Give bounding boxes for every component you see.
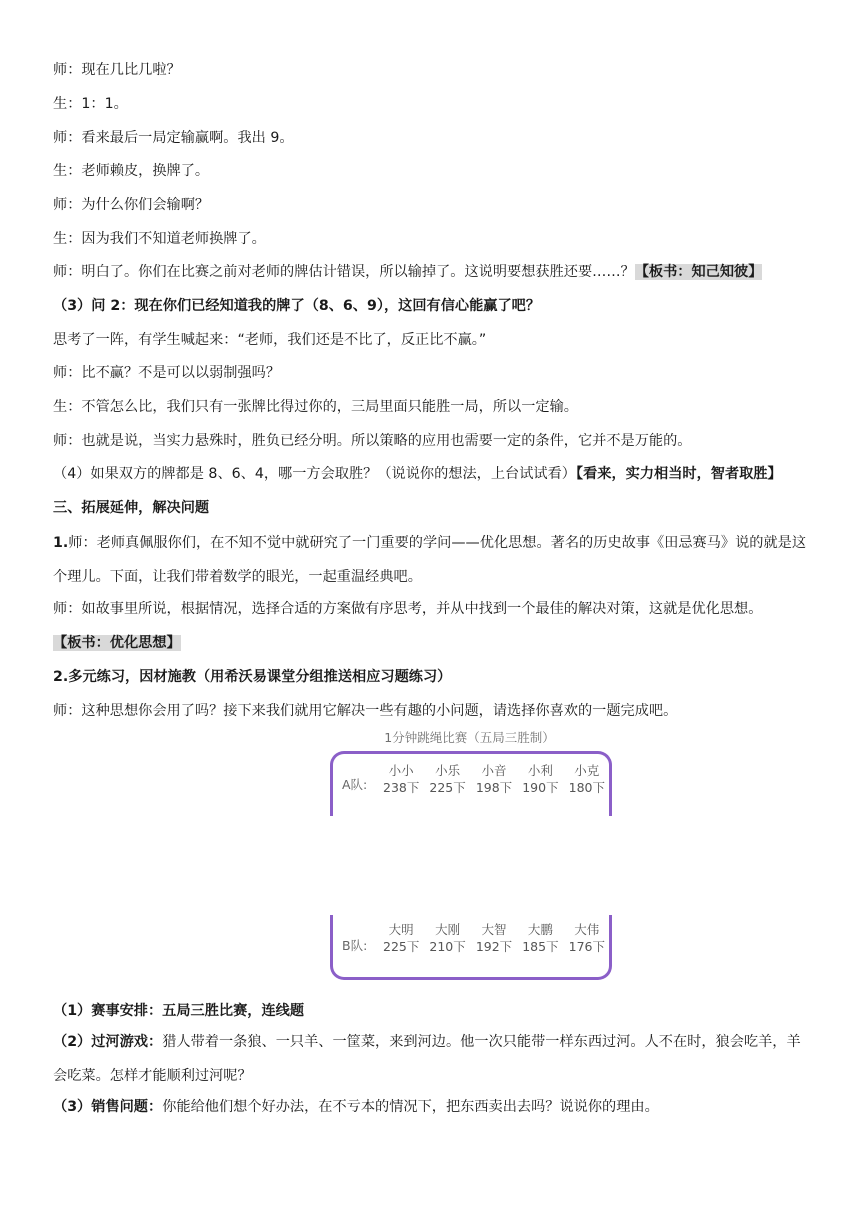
figure-title: 1分钟跳绳比赛（五局三胜制） xyxy=(384,730,555,745)
item-2-heading: 2.多元练习，因材施教（用希沃易课堂分组推送相应习题练习） xyxy=(53,669,452,685)
dialogue-line: 师：这种思想你会用了吗？接下来我们就用它解决一些有趣的小问题，请选择你喜欢的一题完成吧。 xyxy=(53,703,678,719)
team-b-box xyxy=(330,915,612,980)
exercise-1: （1）赛事安排：五局三胜比赛，连线题 xyxy=(53,1003,305,1019)
exercise-3: （3）销售问题：你能给他们想个好办法，在不亏本的情况下，把东西卖出去吗？说说你的理由。 xyxy=(53,1099,659,1115)
dialogue-line: 师：看来最后一局定输赢啊。我出 9。 xyxy=(53,130,294,146)
team-a-label: A队: xyxy=(342,777,368,792)
dialogue-line xyxy=(53,261,820,283)
team-member: 小音 198下 xyxy=(475,763,513,795)
paragraph-2: 师：如故事里所说，根据情况，选择合适的方案做有序思考，并从中找到一个最佳的解决对策，这就是优化思想。 xyxy=(53,601,763,617)
paragraph-1: 1.师：老师真佩服你们，在不知不觉中就研究了一门重要的学问——优化思想。著名的历史故事《田忌赛马》说的就是这个理儿。下面，让我们带着数学的眼光，一起重温经典吧。 xyxy=(53,535,807,585)
board-note: 【板书：知己知彼】 xyxy=(634,264,763,280)
question-4 xyxy=(53,463,820,485)
dialogue-line: 思考了一阵，有学生喊起来：“老师，我们还是不比了，反正比不赢。” xyxy=(53,332,487,348)
dialogue-line: 师：也就是说，当实力悬殊时，胜负已经分明。所以策略的应用也需要一定的条件，它并不是万能的。 xyxy=(53,433,692,449)
question-3: （3）问 2：现在你们已经知道我的牌了（8、6、9），这回有信心能赢了吧？ xyxy=(53,298,541,314)
question-4-text: （4）如果双方的牌都是 8、6、4，哪一方会取胜？（说说你的想法，上台试试看） xyxy=(53,466,576,482)
team-member: 大鹏 185下 xyxy=(522,922,559,954)
dialogue-text: 师：明白了。你们在比赛之前对老师的牌估计错误，所以输掉了。这说明要想获胜还要……？ xyxy=(53,264,635,280)
team-member: 大伟 176下 xyxy=(568,922,605,954)
board-note-2: 【板书：优化思想】 xyxy=(53,635,181,651)
exercise-2: （2）过河游戏：猎人带着一条狼、一只羊、一筐菜，来到河边。他一次只能带一样东西过河。人不在时，狼会吃羊，羊会吃菜。怎样才能顺利过河呢？ xyxy=(53,1034,801,1084)
team-member: 小利 190下 xyxy=(522,763,559,795)
team-b-label: B队: xyxy=(342,938,368,953)
team-b-members xyxy=(383,921,605,955)
dialogue-line: 生：1：1。 xyxy=(53,96,128,112)
team-member: 大智 192下 xyxy=(475,922,513,954)
team-member: 小小 238下 xyxy=(383,763,420,795)
dialogue-line: 师：为什么你们会输啊？ xyxy=(53,197,210,213)
team-member: 大明 225下 xyxy=(383,922,420,954)
dialogue-line: 生：老师赖皮，换牌了。 xyxy=(53,163,210,179)
dialogue-line: 生：不管怎么比，我们只有一张牌比得过你的，三局里面只能胜一局，所以一定输。 xyxy=(53,399,578,415)
team-a-members xyxy=(383,762,605,796)
team-member: 小乐 225下 xyxy=(429,763,466,795)
dialogue-line: 师：现在几比几啦？ xyxy=(53,62,181,78)
question-4-note: 【看来，实力相当时，智者取胜】 xyxy=(576,466,782,482)
dialogue-line: 生：因为我们不知道老师换牌了。 xyxy=(53,231,266,247)
rope-skipping-figure xyxy=(328,728,611,990)
team-a-box xyxy=(330,751,612,816)
section-heading: 三、拓展延伸，解决问题 xyxy=(53,500,210,516)
dialogue-line: 师：比不赢？不是可以以弱制强吗？ xyxy=(53,365,281,381)
team-member: 小克 180下 xyxy=(568,763,605,795)
team-member: 大刚 210下 xyxy=(429,922,466,954)
